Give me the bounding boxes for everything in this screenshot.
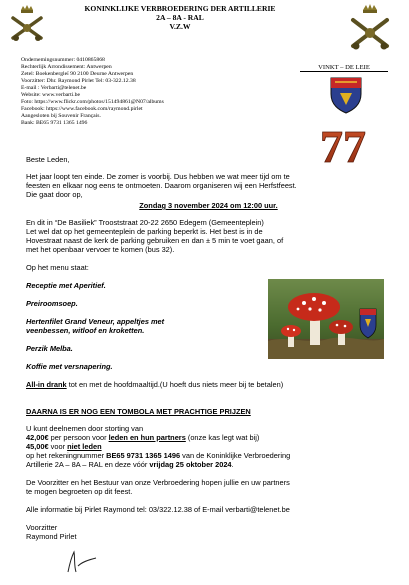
signatory-title: Voorzitter (26, 523, 58, 532)
deadline-date: vrijdag 25 oktober 2024 (149, 460, 232, 469)
mushroom-photo (268, 279, 384, 359)
company-number: Ondernemingsnummer: 0410865868 (21, 57, 105, 63)
deadline-prefix: Artillerie 2A – 8A – RAL en deze vóór (26, 460, 150, 469)
price-nonmembers-line (26, 442, 386, 451)
deadline-suffix: . (231, 460, 234, 469)
venue-line2: Let wel dat op het gemeenteplein de parking beperkt is. Het best is in de (26, 227, 263, 236)
org-name-line3: V.Z.W (169, 22, 191, 31)
venue-line1: En dit in “De Basiliek” Trooststraat 20-22 2650 Edegem (Gemeenteplein) (26, 218, 264, 227)
payment-intro: U kunt deelnemen door storting van (26, 424, 144, 433)
chairman-contact: Voorzitter: Dhr. Raymond Pirlet Tel: 03-322.12.38 (21, 78, 136, 85)
intro-line1: Het jaar loopt ten einde. De zomer is voorbij. Dus hebben we wat meer tijd om te (26, 172, 290, 181)
intro-line2: feesten en elkaar nog eens te ontmoeten. Daarom organiseren wij een Herfstfeest. (26, 181, 297, 190)
menu-item-reception: Receptie met Aperitief. (26, 281, 106, 290)
bank-account: Bank: BE65 9731 1365 1496 (21, 120, 88, 127)
org-name-line2: 2A – 8A - RAL (156, 13, 204, 22)
vinkt-de-leie-label: VINKT – DE LEIE (318, 64, 370, 71)
price-nonmembers-amount: 45,00€ (26, 442, 49, 451)
drinks-line (26, 380, 386, 389)
event-date: Zondag 3 november 2024 om 12:00 uur. (139, 201, 278, 210)
affiliation: Aangesloten bij Souvenir Français. (21, 113, 101, 120)
tombola-announcement: DAARNA IS ER NOG EEN TOMBOLA MET PRACHTIGE PRIJZEN (26, 407, 251, 416)
facebook-link: Facebook: https://www.facebook.com/raymond.pirlet (21, 106, 143, 113)
number-77-text: 77 (320, 122, 366, 166)
venue-line4: met het openbaar vervoer te komen (bus 32). (26, 245, 175, 254)
drinks-highlight: All-in drank (26, 380, 67, 389)
signatory-name: Raymond Pirlet (26, 532, 77, 541)
org-name-line1: KONINKLIJKE VERBROEDERING DER ARTILLERIE (84, 4, 276, 13)
photo-link: Foto: https://www.flickr.com/photos/151494861@N07/albums (21, 99, 164, 106)
venue-line3: Hovestraat naast de kerk de parking gebruiken en dan ± 5 min te voet gaan, of (26, 236, 284, 245)
closing-line2: te mogen begroeten op dit feest. (26, 487, 133, 496)
website-line: Website: www.verbarti.be (21, 92, 81, 99)
email-line: E-mail : Verbarti@telenet.be (21, 85, 87, 92)
price-members-who: leden en hun partners (108, 433, 186, 442)
drinks-text: tot en met de hoofdmaaltijd.(U hoeft dus niets meer bij te betalen) (66, 380, 284, 389)
closing-line1: De Voorzitter en het Bestuur van onze Verbroedering hopen jullie en uw partners (26, 478, 290, 487)
vinkt-shield-icon (329, 76, 363, 114)
greeting: Beste Leden, (26, 155, 70, 164)
intro-line3: Die gaat door op, (26, 190, 83, 199)
artillery-crest-right-icon (348, 4, 392, 52)
contact-info (21, 57, 271, 127)
price-members-line (26, 433, 386, 442)
menu-item-dessert: Perzik Melba. (26, 344, 73, 353)
judicial-district: Rechterlijk Arrondissement: Antwerpen (21, 64, 112, 71)
price-members-amount: 42,00€ (26, 433, 49, 442)
info-line: Alle informatie bij Pirlet Raymond tel: 03/322.12.38 of E-mail verbarti@telenet.be (26, 505, 290, 514)
account-prefix: op het rekeningnummer (26, 451, 107, 460)
menu-intro: Op het menu staat: (26, 263, 89, 272)
account-line (26, 451, 386, 460)
address: Zetel: Boekenbergleï 90 2100 Deurne Antwerpen (21, 71, 134, 78)
handwritten-signature (62, 548, 102, 576)
account-number: BE65 9731 1365 1496 (106, 451, 181, 460)
artillery-crest-logo (8, 4, 46, 44)
price-nonmembers-mid: voor (48, 442, 68, 451)
price-members-mid: per persoon voor (48, 433, 109, 442)
price-nonmembers-who: niet leden (67, 442, 102, 451)
deadline-line (26, 460, 386, 469)
menu-item-coffee: Koffie met versnapering. (26, 362, 113, 371)
menu-item-main-line1: Hertenfilet Grand Veneur, appeltjes met (26, 317, 165, 326)
vinkt-divider (300, 71, 388, 72)
menu-item-soup: Preiroomsoep. (26, 299, 78, 308)
price-members-note: (onze kas legt wat bij) (185, 433, 260, 442)
account-suffix: van de Koninklijke Verbroedering (180, 451, 291, 460)
menu-item-main-line2: veenbessen, witloof en kroketten. (26, 326, 145, 335)
